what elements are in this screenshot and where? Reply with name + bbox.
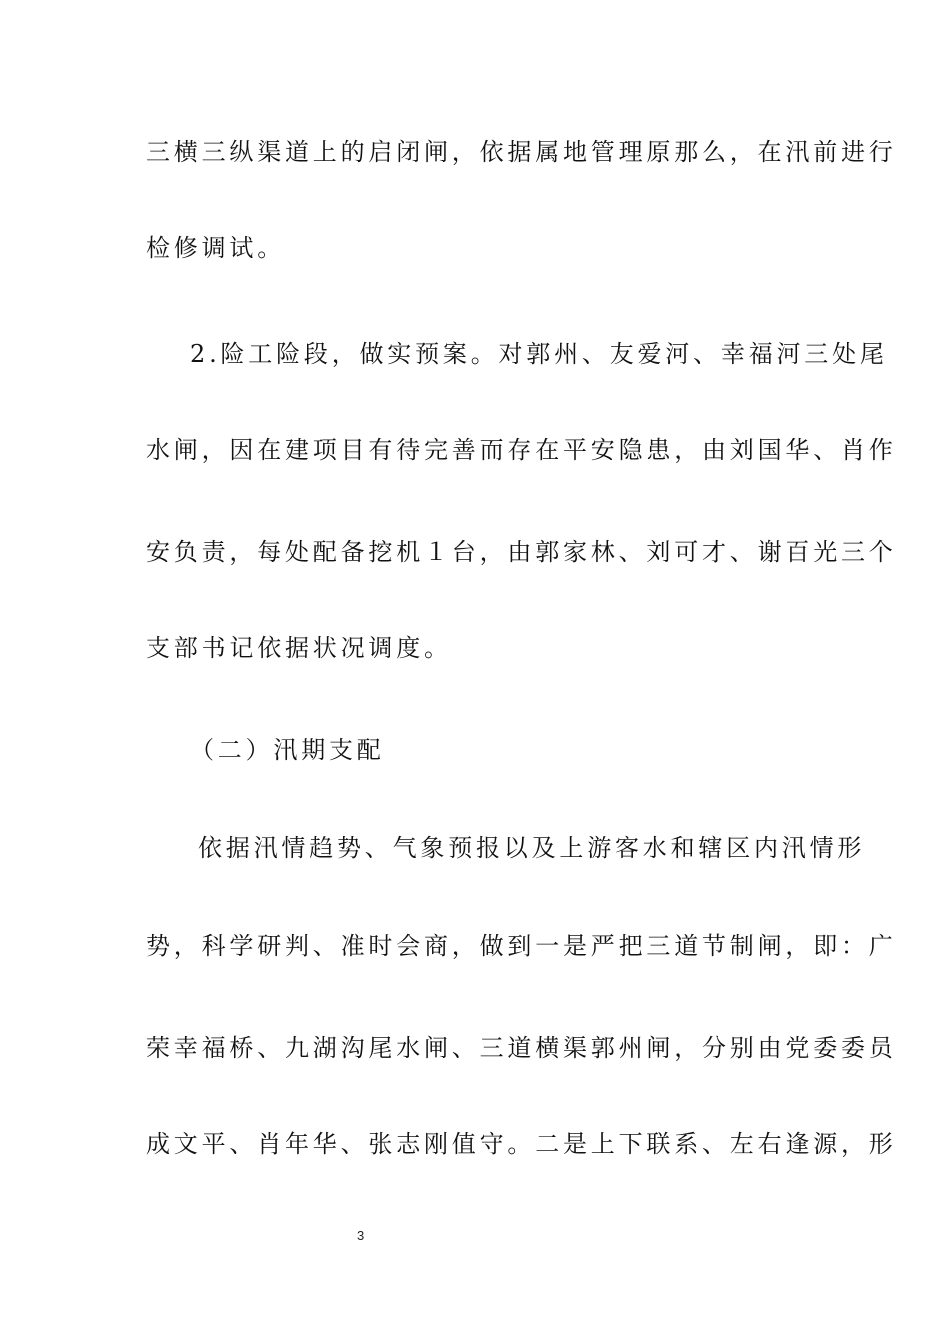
text-line: 检修调试。 bbox=[146, 234, 285, 262]
page-number: 3 bbox=[357, 1228, 365, 1243]
text-line: 水闸，因在建项目有待完善而存在平安隐患，由刘国华、肖作 bbox=[146, 436, 897, 464]
text-line: 荣幸福桥、九湖沟尾水闸、三道横渠郭州闸，分别由党委委员 bbox=[146, 1034, 897, 1062]
text-line: 支部书记依据状况调度。 bbox=[146, 634, 452, 662]
text-line: 2.险工险段，做实预案。对郭州、友爱河、幸福河三处尾 bbox=[190, 340, 888, 368]
text-line: 三横三纵渠道上的启闭闸，依据属地管理原那么，在汛前进行 bbox=[146, 138, 897, 166]
section-heading: （二）汛期支配 bbox=[190, 736, 385, 764]
text-line: 依据汛情趋势、气象预报以及上游客水和辖区内汛情形 bbox=[198, 834, 866, 862]
text-line: 势，科学研判、准时会商，做到一是严把三道节制闸，即：广 bbox=[146, 932, 897, 960]
text-line: 成文平、肖年华、张志刚值守。二是上下联系、左右逢源，形 bbox=[146, 1130, 897, 1158]
text-line: 安负责，每处配备挖机１台，由郭家林、刘可才、谢百光三个 bbox=[146, 538, 897, 566]
